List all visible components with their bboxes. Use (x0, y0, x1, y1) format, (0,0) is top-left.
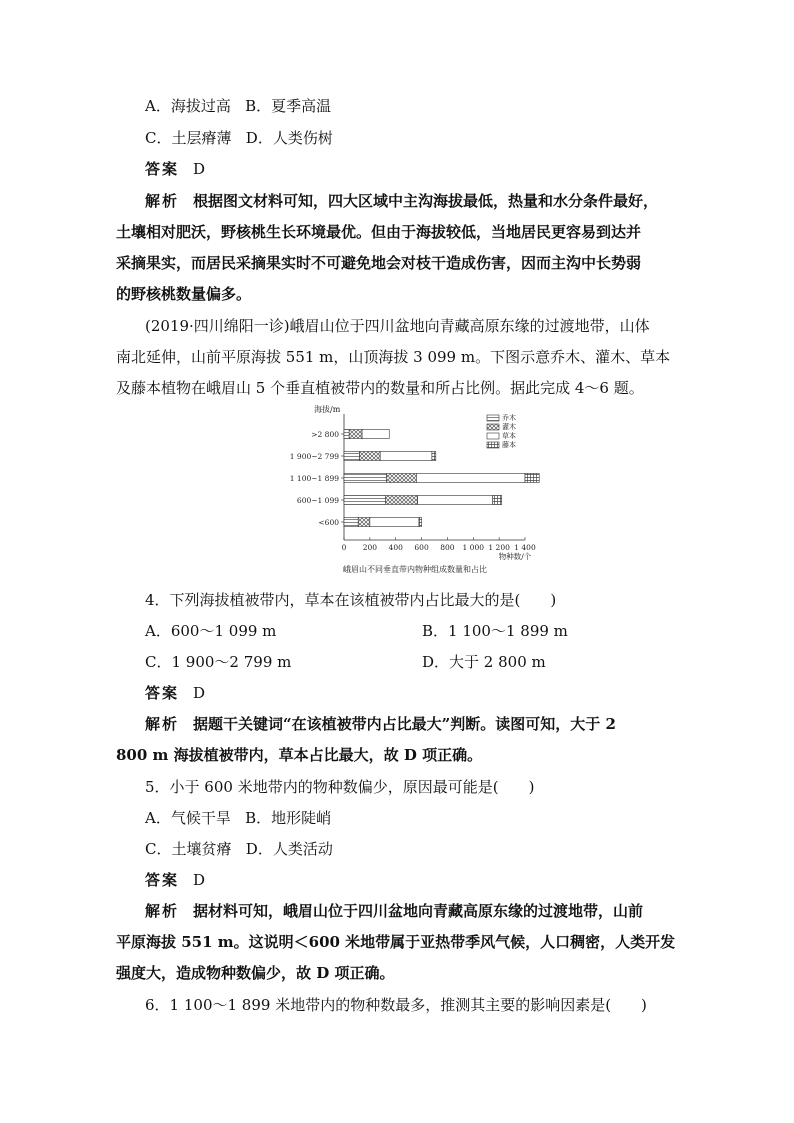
q4-stem: 4．下列海拔植被带内，草本在该植被带内占比最大的是( ) (145, 591, 557, 609)
bar-segment (493, 496, 502, 505)
q5-explanation-line-1: 解析 据材料可知，峨眉山位于四川盆地向青藏高原东缘的过渡地带，山前 (145, 902, 644, 920)
chart-title: 峨眉山不同垂直带内物种组成数量和占比 (343, 565, 487, 574)
x-tick-label: 1 000 (462, 543, 485, 552)
q5-options-cd (145, 839, 665, 859)
q4-explanation-line-1: 解析 据题干关键词“在该植被带内占比最大”判断。读图可知，大于 2 (145, 715, 616, 733)
legend-label: 草本 (502, 432, 516, 440)
legend-label: 灌木 (502, 423, 516, 431)
q3-option-a: A．海拔过高 (145, 97, 231, 115)
explanation-label: 解析 (145, 902, 180, 920)
q5-stem: 5．小于 600 米地带内的物种数偏少，原因最可能是( ) (145, 778, 535, 796)
chart-legend (487, 413, 516, 449)
bar-segment (418, 496, 493, 505)
bar-segment (370, 518, 419, 527)
q5-answer (145, 870, 665, 890)
explanation-label: 解析 (145, 715, 180, 733)
bar-segment (344, 474, 387, 483)
bar-segment (358, 518, 370, 527)
q3-explanation-line-3: 采摘果实，而居民采摘果实时不可避免地会对枝干造成伤害，因而主沟中长势弱 (116, 254, 642, 272)
bar-segment (362, 430, 389, 439)
bar-segment (360, 452, 381, 461)
q5-option-b: B．地形陡峭 (245, 809, 332, 827)
x-tick-label: 400 (388, 543, 403, 552)
q4-option-d: D．大于 2 800 m (422, 653, 546, 671)
x-axis-title: 物种数/个 (498, 552, 532, 561)
y-axis-title: 海拔/m (314, 405, 341, 414)
material-line-3: 及藤本植物在峨眉山 5 个垂直植被带内的数量和所占比例。据此完成 4～6 题。 (116, 379, 644, 397)
bar-segment (344, 430, 349, 439)
q4-option-c: C．1 900～2 799 m (145, 653, 292, 671)
y-tick-label: <600 (318, 517, 339, 527)
q5-explanation-line-2: 平原海拔 551 m。这说明＜600 米地带属于亚热带季风气候，人口稠密，人类开发 (116, 933, 676, 951)
material-line-2: 南北延伸，山前平原海拔 551 m，山顶海拔 3 099 m。下图示意乔木、灌木、草本 (116, 348, 671, 366)
q4-answer (145, 683, 665, 703)
q3-explanation-line-1: 解析 根据图文材料可知，四大区域中主沟海拔最低，热量和水分条件最好， (145, 192, 659, 210)
x-tick-label: 600 (414, 543, 429, 552)
bar-segment (416, 474, 525, 483)
bar-segment (525, 474, 539, 483)
x-tick-label: 1 200 (488, 543, 510, 552)
legend-swatch (487, 442, 499, 448)
y-tick-label: 600~1 099 (296, 495, 339, 505)
answer-value: D (193, 684, 206, 702)
q3-option-b: B．夏季高温 (245, 97, 332, 115)
q3-options-cd (145, 128, 665, 148)
q3-explanation-line-2: 土壤相对肥沃，野核桃生长环境最优。但由于海拔较低，当地居民更容易到达并 (116, 223, 642, 241)
x-tick-label: 0 (341, 543, 347, 552)
y-tick-label: 1 100~1 899 (289, 473, 339, 483)
bar-segment (419, 518, 422, 527)
bar-segment (380, 452, 432, 461)
q3-option-d: D．人类伤树 (245, 129, 333, 147)
answer-value: D (193, 160, 206, 178)
bar-segment (344, 452, 360, 461)
q4-option-b: B．1 100～1 899 m (422, 622, 568, 640)
q5-options-ab (145, 808, 665, 828)
q4-option-a: A．600～1 099 m (145, 622, 277, 640)
bar-segment (385, 496, 417, 505)
q3-options-ab (145, 96, 665, 116)
legend-swatch (487, 433, 499, 439)
q5-explanation-line-3: 强度大，造成物种数偏少，故 D 项正确。 (116, 964, 395, 982)
legend-label: 藤本 (502, 441, 516, 449)
y-tick-label: 1 900~2 799 (289, 451, 339, 461)
legend-label: 乔木 (502, 414, 516, 422)
x-tick-label: 1 400 (514, 543, 536, 552)
q3-option-c: C．土层瘠薄 (145, 129, 232, 147)
answer-label: 答案 (145, 684, 180, 702)
q4-explanation-line-2: 800 m 海拔植被带内，草本占比最大，故 D 项正确。 (116, 746, 483, 764)
q3-answer (145, 159, 665, 179)
q3-explanation-line-4: 的野核桃数量偏多。 (116, 285, 252, 303)
answer-label: 答案 (145, 160, 180, 178)
y-tick-label: >2 800 (311, 429, 339, 439)
bar-segment (344, 496, 385, 505)
legend-swatch (487, 415, 499, 421)
answer-label: 答案 (145, 871, 180, 889)
q5-option-c: C．土壤贫瘠 (145, 840, 232, 858)
x-tick-label: 200 (362, 543, 378, 552)
material-line-1: (2019·四川绵阳一诊)峨眉山位于四川盆地向青藏高原东缘的过渡地带，山体 (145, 317, 650, 335)
q5-option-a: A．气候干旱 (145, 809, 231, 827)
bar-segment (349, 430, 362, 439)
q5-option-d: D．人类活动 (245, 840, 333, 858)
vegetation-species-chart (280, 404, 550, 604)
x-tick-label: 800 (440, 543, 455, 552)
bar-segment (344, 518, 358, 527)
bar-segment (387, 474, 417, 483)
explanation-label: 解析 (145, 192, 180, 210)
answer-value: D (193, 871, 206, 889)
q6-stem: 6．1 100～1 899 米地带内的物种数最多，推测其主要的影响因素是( ) (145, 996, 647, 1014)
legend-swatch (487, 424, 499, 430)
bar-segment (432, 452, 436, 461)
